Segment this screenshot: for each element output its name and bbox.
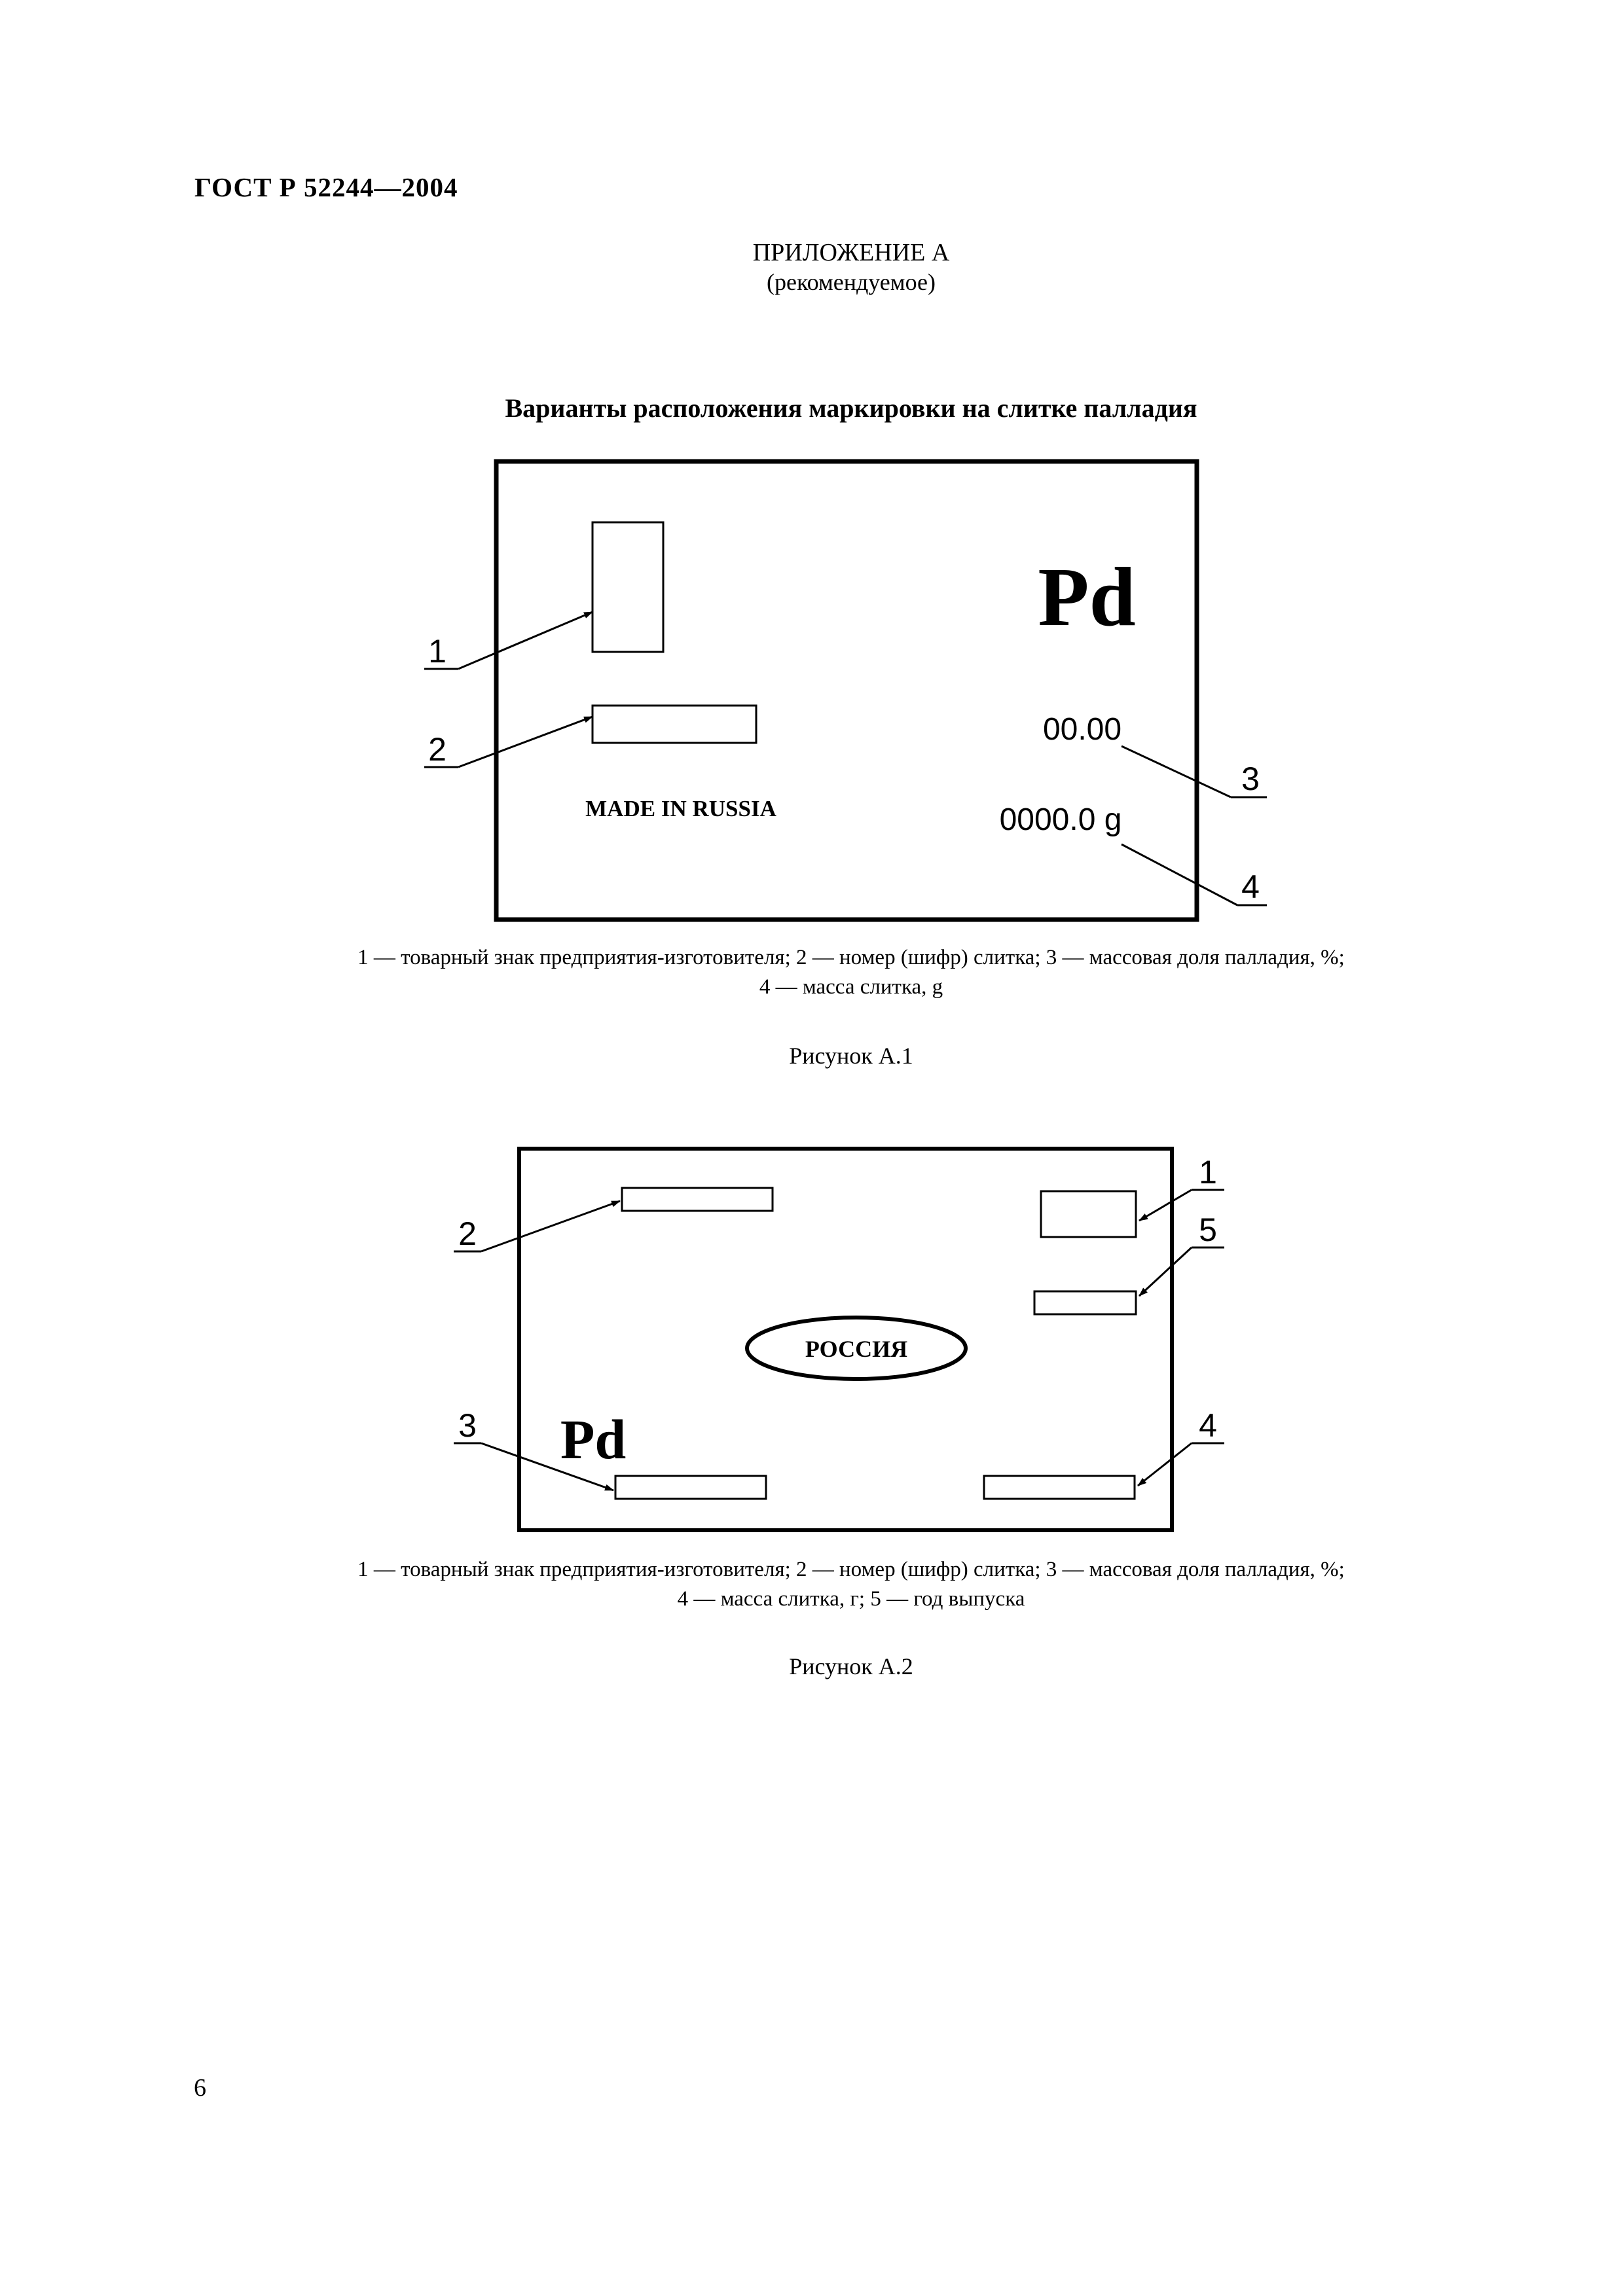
callout-4: 4 [1199,1407,1217,1444]
element-symbol: Pd [1038,550,1136,643]
page-number: 6 [194,2074,206,2102]
mass-box [984,1476,1135,1499]
trademark-box [1041,1191,1136,1237]
figure-1-legend-line-2: 4 — масса слитка, g [759,975,943,999]
figure-1-label: Рисунок А.1 [789,1043,913,1069]
purity-value: 00.00 [1042,712,1122,747]
callout-4: 4 [1241,869,1260,905]
callout-3: 3 [458,1407,477,1444]
ingot-outline [496,461,1197,920]
figure-1-ingot [424,461,1267,920]
figure-2-ingot [454,1149,1224,1530]
figure-2-legend-line-1: 1 — товарный знак предприятия-изготовителя; 2 — номер (шифр) слитка; 3 — массовая доля палладия, %; [357,1558,1345,1581]
callout-1: 1 [428,633,447,670]
figure-2-legend-line-2: 4 — масса слитка, г; 5 — год выпуска [677,1587,1025,1611]
callout-2: 2 [458,1215,477,1252]
trademark-box [593,522,663,652]
serial-number-box [593,706,756,743]
year-box [1034,1291,1136,1314]
callout-5: 5 [1199,1211,1217,1248]
annex-subtitle: (рекомендуемое) [767,269,936,295]
callout-3: 3 [1241,761,1260,797]
purity-box [615,1476,766,1499]
document-code: ГОСТ Р 52244—2004 [194,172,458,202]
serial-number-box [622,1188,773,1211]
element-symbol: Pd [560,1408,627,1471]
annex-title: ПРИЛОЖЕНИЕ А [752,239,950,266]
origin-text: MADE IN RUSSIA [585,796,776,821]
figure-1-legend-line-1: 1 — товарный знак предприятия-изготовителя; 2 — номер (шифр) слитка; 3 — массовая доля палладия, %; [357,946,1345,969]
mass-value: 0000.0 g [999,802,1122,837]
figure-2-label: Рисунок А.2 [789,1653,913,1679]
callout-2: 2 [428,731,447,768]
origin-text: РОССИЯ [805,1336,908,1362]
figures-title: Варианты расположения маркировки на слитке палладия [505,393,1197,423]
callout-1: 1 [1199,1154,1217,1191]
